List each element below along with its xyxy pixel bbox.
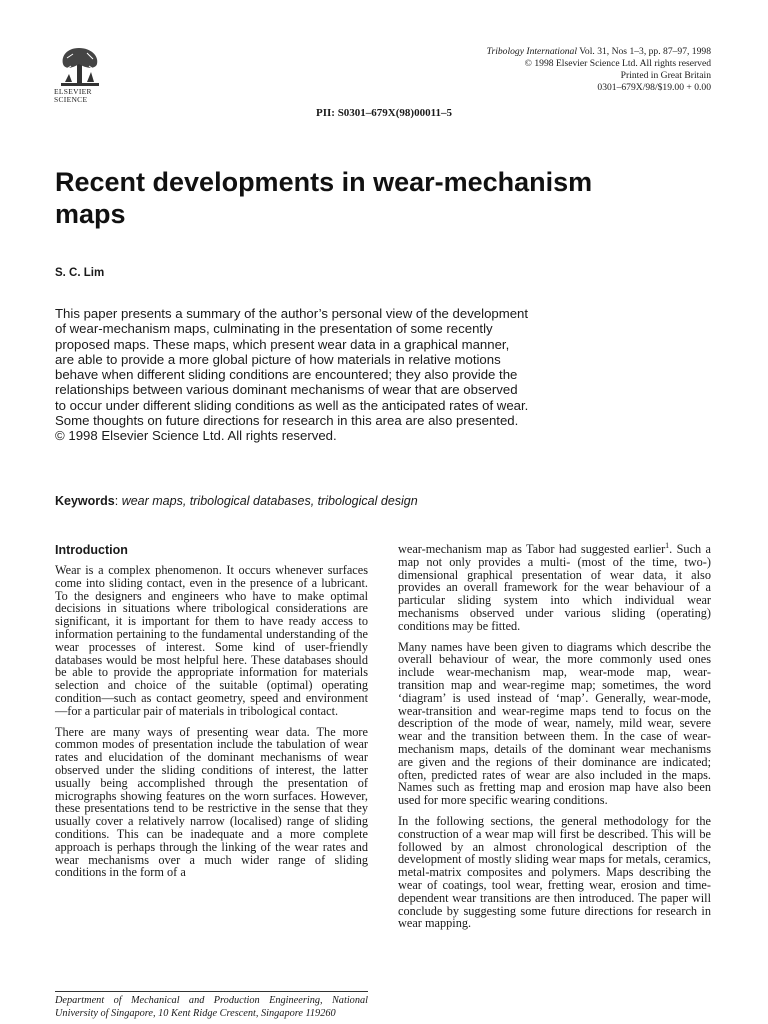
keywords-text: wear maps, tribological databases, tribological design <box>121 494 418 508</box>
keywords-separator: : <box>114 494 122 508</box>
journal-info <box>381 46 711 94</box>
affiliation-footnote: Department of Mechanical and Production Engineering, National University of Singapore, 10 Kent Ridge Crescent, Singapore 119260 <box>55 991 368 1020</box>
body-paragraph-part: wear-mechanism map as Tabor had suggested earlier <box>398 542 666 556</box>
body-paragraph: Many names have been given to diagrams which describe the overall behaviour of wear, the more commonly used ones include wear-mechanism map, wear-mode map, wear-transition map and wear-regime map; sometimes, the word ‘diagram’ is used instead of ‘map’. Generally, wear-mode, wear-transition and wear-regime maps tend to focus on the description of the mode of wear, namely, mild wear, severe wear and the transition between them. In the case of wear-mechanism maps, details of the dominant wear mechanisms are given and the regions of their dominance are indicated; often, predicted rates of wear are also included in the maps. Names such as fretting map and erosion map have also been used for more specific wearing conditions. <box>398 639 711 808</box>
body-paragraph <box>398 540 711 633</box>
body-paragraph-part: . Such a map not only provides a multi- (most of the time, two-) dimensional graphical presentation of wear data, it also provides an overall framework for the wear behaviour of a particular sliding system into which individual wear mechanisms observed under various sliding (operating) conditions may be fitted. <box>398 542 711 633</box>
publisher-logo <box>54 44 106 104</box>
journal-copyright: © 1998 Elsevier Science Ltd. All rights reserved <box>524 58 711 69</box>
reference-superscript: 1 <box>665 540 670 550</box>
body-paragraph: In the following sections, the general methodology for the construction of a wear map will first be described. This will be followed by an almost chronological description of the development of mostly sliding wear maps for metals, ceramics, metal-matrix composites and polymers. Maps describing the wear of coatings, tool wear, fretting wear, erosion and time-dependent wear transitions are then introduced. The paper will conclude by suggesting some future directions for research in wear mapping. <box>398 813 711 931</box>
paper-title: Recent developments in wear-mechanism maps <box>55 167 593 229</box>
journal-volume: Vol. 31, Nos 1–3, pp. 87–97, 1998 <box>577 46 711 57</box>
body-paragraph: Wear is a complex phenomenon. It occurs whenever surfaces come into sliding contact, even in the presence of a lubricant. To the designers and engineers who have to make optimal decisions in situations where tribological considerations are significant, it is important for them to have ready access to information pertaining to the fundamental understanding of the wear processes of interest. Some kind of user-friendly databases would be most helpful here. These databases should be able to provide the appropriate information for materials selection and choice of the suitable (optimal) operating condition—such as contact geometry, speed and environment—for a particular pair of materials in tribological contact. <box>55 563 368 718</box>
keywords <box>55 494 615 508</box>
body-column-left <box>55 543 368 887</box>
journal-issn: 0301–679X/98/$19.00 + 0.00 <box>597 82 711 93</box>
abstract: This paper presents a summary of the author’s personal view of the development of wear-mechanism maps, culminating in the presentation of some recently proposed maps. These maps, which present wear data in a graphical manner, are able to provide a more global picture of how materials in relative motions behave when different sliding conditions are encountered; they also provide the relationships between various dominant mechanisms of wear that are observed to occur under different sliding conditions as well as the anticipated rates of wear. Some thoughts on future directions for research in this area are also presented. © 1998 Elsevier Science Ltd. All rights reserved. <box>55 306 529 444</box>
pii-identifier: PII: S0301–679X(98)00011–5 <box>316 107 452 119</box>
author-name: S. C. Lim <box>55 267 105 279</box>
journal-name: Tribology International <box>486 46 578 57</box>
publisher-name-line2: SCIENCE <box>54 95 88 104</box>
body-paragraph: There are many ways of presenting wear data. The more common modes of presentation include the tabulation of wear rates and elucidation of the dominant mechanisms of wear observed under the sliding conditions of interest, the latter usually being accomplished through the presentation of micrographs showing features on the worn surfaces. However, these presentations tend to be restrictive in the sense that they usually cover a relatively narrow (localised) range of sliding conditions. This can be inadequate and a more complete approach is perhaps through the linking of the wear rates and wear mechanisms over a much wider range of sliding conditions in the form of a <box>55 724 368 880</box>
body-column-right <box>398 540 711 938</box>
elsevier-tree-icon <box>57 44 103 88</box>
keywords-label: Keywords <box>55 494 115 508</box>
section-heading: Introduction <box>55 543 128 557</box>
journal-printed: Printed in Great Britain <box>620 70 711 81</box>
journal-info-line1 <box>381 46 711 58</box>
publisher-name-line1: ELSEVIER <box>54 87 92 96</box>
